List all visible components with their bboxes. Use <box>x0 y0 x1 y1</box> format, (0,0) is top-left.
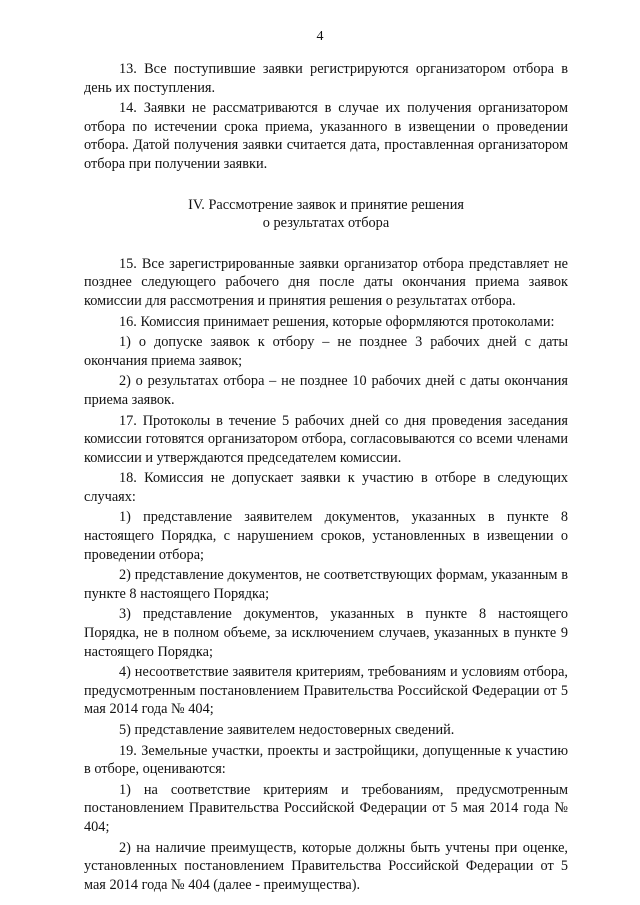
paragraph-18-item-5: 5) представление заявителем недостоверных сведений. <box>119 722 455 738</box>
page-number: 4 <box>316 29 324 44</box>
paragraph-18-item-2: 2) представление документов, не соответствующих формам, указанным в пункте 8 настоящего Порядка; <box>84 567 568 602</box>
paragraph-15: 15. Все зарегистрированные заявки организатор отбора представляет не позднее следующего рабочего дня после даты окончания приема заявок комиссии для рассмотрения и принятия решения о результатах отбора. <box>84 255 568 309</box>
paragraph-19-item-1: 1) на соответствие критериям и требованиям, предусмотренным постановлением Правительства Российской Федерации от 5 мая 2014 года № 404; <box>84 781 568 835</box>
paragraph-18-item-3: 3) представление документов, указанных в пункте 8 настоящего Порядка, не в полном объеме, за исключением случаев, указанных в пункте 9 настоящего Порядка; <box>84 606 568 660</box>
paragraph-16-item-2: 2) о результатах отбора – не позднее 10 рабочих дней с даты окончания приема заявок. <box>84 373 568 408</box>
paragraph-18-item-4: 4) несоответствие заявителя критериям, требованиям и условиям отбора, предусмотренным постановлением Правительства Российской Федерации от 5 мая 2014 года № 404; <box>84 664 568 718</box>
paragraph-18-item-1: 1) представление заявителем документов, указанных в пункте 8 настоящего Порядка, с нарушением сроков, установленных в извещении о проведении отбора; <box>84 509 568 563</box>
paragraph-13: 13. Все поступившие заявки регистрируются организатором отбора в день их поступления. <box>84 61 568 96</box>
section-heading-line-2: о результатах отбора <box>262 215 390 232</box>
section-heading-line-1: IV. Рассмотрение заявок и принятие решения <box>188 196 464 213</box>
section-heading <box>84 196 568 233</box>
paragraph-19: 19. Земельные участки, проекты и застройщики, допущенные к участию в отборе, оцениваются: <box>84 742 568 778</box>
paragraph-18: 18. Комиссия не допускает заявки к участию в отборе в следующих случаях: <box>84 470 568 505</box>
document-body <box>84 60 568 894</box>
paragraph-14: 14. Заявки не рассматриваются в случае их получения организатором отбора по истечении срока приема, указанного в извещении о проведении отбора. Датой получения заявки считается дата, проставленная организатором отбора при получении заявки. <box>84 100 568 172</box>
paragraph-17: 17. Протоколы в течение 5 рабочих дней со дня проведения заседания комиссии готовятся организатором отбора, согласовываются со всеми членами комиссии и утверждаются председателем комиссии. <box>84 412 568 466</box>
paragraph-16-item-1: 1) о допуске заявок к отбору – не позднее 3 рабочих дней с даты окончания приема заявок; <box>84 334 568 369</box>
paragraph-16: 16. Комиссия принимает решения, которые оформляются протоколами: <box>119 313 555 330</box>
paragraph-19-item-2: 2) на наличие преимуществ, которые должны быть учтены при оценке, установленных постановлением Правительства Российской Федерации от 5 мая 2014 года № 404 (далее - преимущества). <box>84 839 568 893</box>
